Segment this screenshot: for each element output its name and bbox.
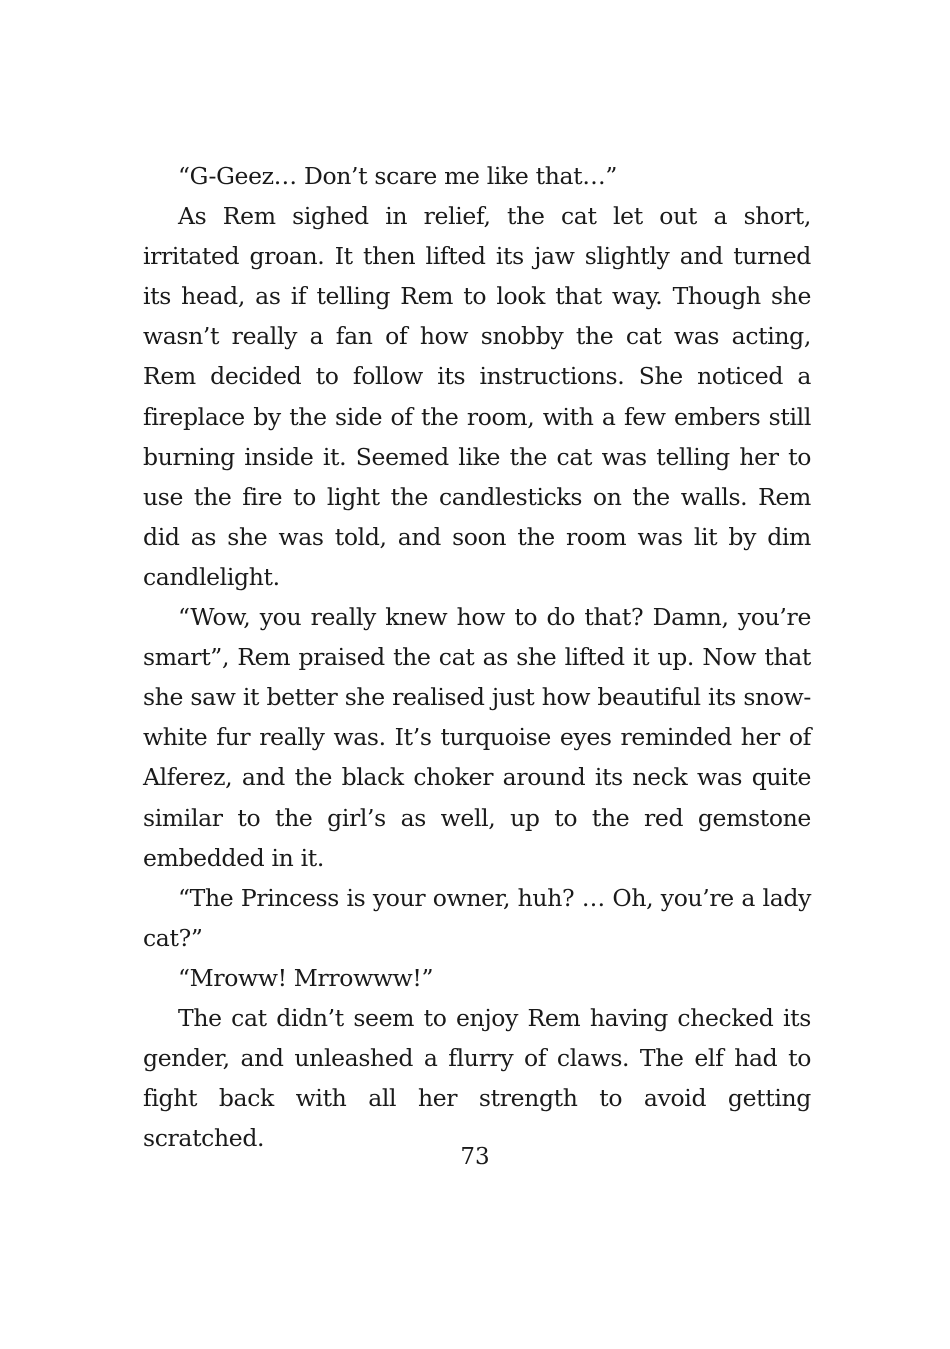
body-text — [143, 156, 811, 1158]
paragraph: The cat didn’t seem to enjoy Rem having checked its gender, and unleashed a flurry of claws. The elf had to fight back with all her strength to avoid getting scratched. — [143, 1003, 811, 1153]
page-number: 73 — [460, 1144, 490, 1170]
paragraph: As Rem sighed in relief, the cat let out a short, irritated groan. It then lifted its jaw slightly and turned its head, as if telling Rem to look that way. Though she wasn’t really a fan of how snobby the cat was acting, Rem decided to follow its instructions. She noticed a fireplace by the side of the room, with a few embers still burning inside it. Seemed like the cat was telling her to use the fire to light the candlesticks on the walls. Rem did as she was told, and soon the room was lit by dim candlelight. — [143, 202, 811, 591]
paragraph: “The Princess is your owner, huh? … Oh, you’re a lady cat?” — [143, 883, 811, 952]
paragraph: “G-Geez… Don’t scare me like that…” — [178, 162, 618, 190]
paragraph: “Wow, you really knew how to do that? Damn, you’re smart”, Rem praised the cat as she lifted it up. Now that she saw it better she realised just how beautiful its snow-white fur really was. It’s turquoise eyes reminded her of Alferez, and the black choker around its neck was quite similar to the girl’s as well, up to the red gemstone embedded in it. — [143, 603, 811, 872]
paragraph: “Mroww! Mrrowww!” — [178, 963, 434, 992]
